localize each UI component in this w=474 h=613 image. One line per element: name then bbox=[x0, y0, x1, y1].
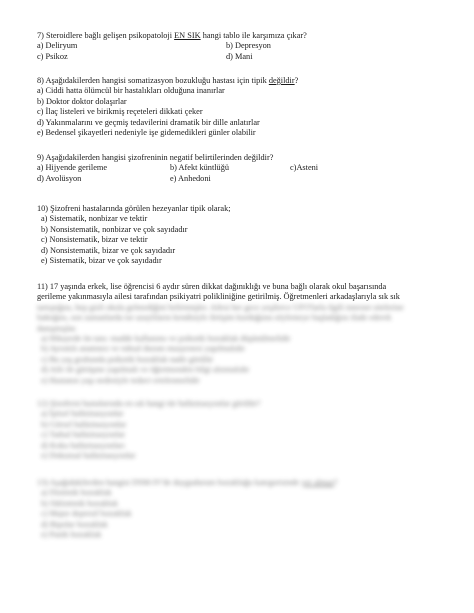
question-7 bbox=[37, 31, 447, 62]
question-stem: 10) Şizofreni hastalarında görülen hezeyanlar tipik olarak; bbox=[37, 204, 231, 213]
option-row bbox=[37, 174, 447, 184]
option-c: c) İlaç listeleri ve birikmiş reçeteleri dikkati çeker bbox=[37, 107, 203, 117]
question-12 bbox=[37, 399, 447, 461]
option-row bbox=[37, 41, 447, 51]
option-b: b) Nonsistematik, nonbizar ve çok sayıdadır bbox=[41, 224, 188, 234]
option-c: c) Tadsal halüsinasyonlar bbox=[41, 430, 126, 440]
option-d: d) Yakınmalarını ve geçmiş tedavilerini dramatik bir dille anlatırlar bbox=[37, 117, 260, 127]
option-e: e) Bedensel şikayetleri nedeniyle işe gidemedikleri günler olabilir bbox=[37, 128, 256, 138]
question-stem-line: danışmışlar. bbox=[37, 323, 77, 333]
question-8 bbox=[37, 76, 447, 138]
option-b: b) Doktor doktor dolaşırlar bbox=[37, 96, 127, 106]
option-b: b) Siklotimik bozukluk bbox=[41, 498, 118, 508]
option-d: d) Aile ile görüşme yapılmalı ve öğretmenden bilgi alınmalıdır bbox=[41, 365, 250, 375]
option-a: a) Hijyende gerileme bbox=[37, 163, 108, 173]
question-stem: 8) Aşağıdakilerden hangisi somatizasyon bozukluğu hastası için tipik değildir? bbox=[37, 76, 299, 85]
question-stem-line: tartıştığını, hep gizli okula gelmediğini belirtmişler. Ailesi her gece yeşilerce UFO'larla ilgili internet sitelerine bbox=[37, 302, 404, 312]
option-c: c) Major depresif bozukluk bbox=[41, 509, 132, 519]
option-row bbox=[37, 163, 447, 173]
question-10 bbox=[37, 204, 447, 266]
option-a: a) İşitsel halüsinasyonlar bbox=[41, 409, 124, 419]
option-e: e) Dokunsal halüsinasyonlar bbox=[41, 451, 136, 461]
question-stem-line: baktığını, son zamanlarda ise uzaylıların kendisiyle iletişim kurduğunu söylemeye başladığını ifade ederek bbox=[37, 313, 392, 323]
question-9 bbox=[37, 153, 447, 184]
option-b: b) Ayrıntılı anamnez ve ruhsal durum muayenesi yapılmalıdır bbox=[41, 344, 246, 354]
question-stem: 9) Aşağıdakilerden hangisi şizofreninin negatif belirtilerinden değildir? bbox=[37, 153, 274, 162]
question-13 bbox=[37, 478, 447, 540]
option-d: d) Bipolar bozukluk bbox=[41, 519, 108, 529]
question-11 bbox=[37, 282, 447, 386]
option-d: d) Mani bbox=[226, 51, 253, 61]
option-e: e) Sistematik, bizar ve çok sayıdadır bbox=[41, 256, 162, 266]
option-c: c) Nonsistematik, bizar ve tektir bbox=[41, 235, 148, 245]
question-stem-line: 11) 17 yaşında erkek, lise öğrencisi 6 aydır süren dikkat dağınıklığı ve buna bağlı olarak okul başarısında bbox=[37, 282, 387, 291]
option-e: e) Panik bozukluk bbox=[41, 530, 102, 540]
option-c: c) Bu yaş grubunda psikotik bozukluk nadir görülür bbox=[41, 354, 214, 364]
question-stem-line: gerileme yakınmasıyla ailesi tarafından psikiyatri polikliniğine getirilmiş. Öğretmenleri arkadaşlarıyla sık sık bbox=[37, 292, 400, 302]
option-d: d) Koku halüsinasyonları bbox=[41, 440, 125, 450]
option-b: b) Afekt küntlüğü bbox=[170, 163, 229, 173]
option-row bbox=[37, 52, 447, 62]
option-d: d) Nonsistematik, bizar ve çok sayıdadır bbox=[41, 245, 176, 255]
question-stem: 7) Steroidlere bağlı gelişen psikopatoloji EN SIK hangi tablo ile karşımıza çıkar? bbox=[37, 31, 307, 40]
option-e: e) Anhedoni bbox=[170, 173, 211, 183]
option-d: d) Avolüsyon bbox=[37, 173, 82, 183]
blurred-content bbox=[37, 303, 447, 386]
option-b: b) Depresyon bbox=[226, 41, 271, 51]
option-c: c)Asteni bbox=[290, 163, 319, 173]
option-a: a) Sistematik, nonbizar ve tektir bbox=[41, 214, 148, 224]
option-a: a) Deliryum bbox=[37, 41, 78, 51]
option-e: e) Hastanın yaşı nedeniyle tedavi ertelenmelidir bbox=[41, 375, 200, 385]
option-a: a) Hikayede ön tanı: madde kullanımı ve psikotik bozukluk düşünülmelidir bbox=[41, 334, 291, 344]
question-stem: 13) Aşağıdakilerden hangisi DSM-IV'de duygudurum bozukluğu kategorisinde yer almaz? bbox=[37, 478, 338, 487]
option-a: a) Distimik bozukluk bbox=[41, 488, 112, 498]
question-stem: 12) Şizofreni hastalarında en sık hangi tür halüsinasyonlar görülür? bbox=[37, 399, 261, 408]
option-c: c) Psikoz bbox=[37, 51, 68, 61]
option-b: b) Görsel halüsinasyonlar bbox=[41, 419, 127, 429]
option-a: a) Ciddi hatta ölümcül bir hastalıkları olduğuna inanırlar bbox=[37, 86, 225, 96]
